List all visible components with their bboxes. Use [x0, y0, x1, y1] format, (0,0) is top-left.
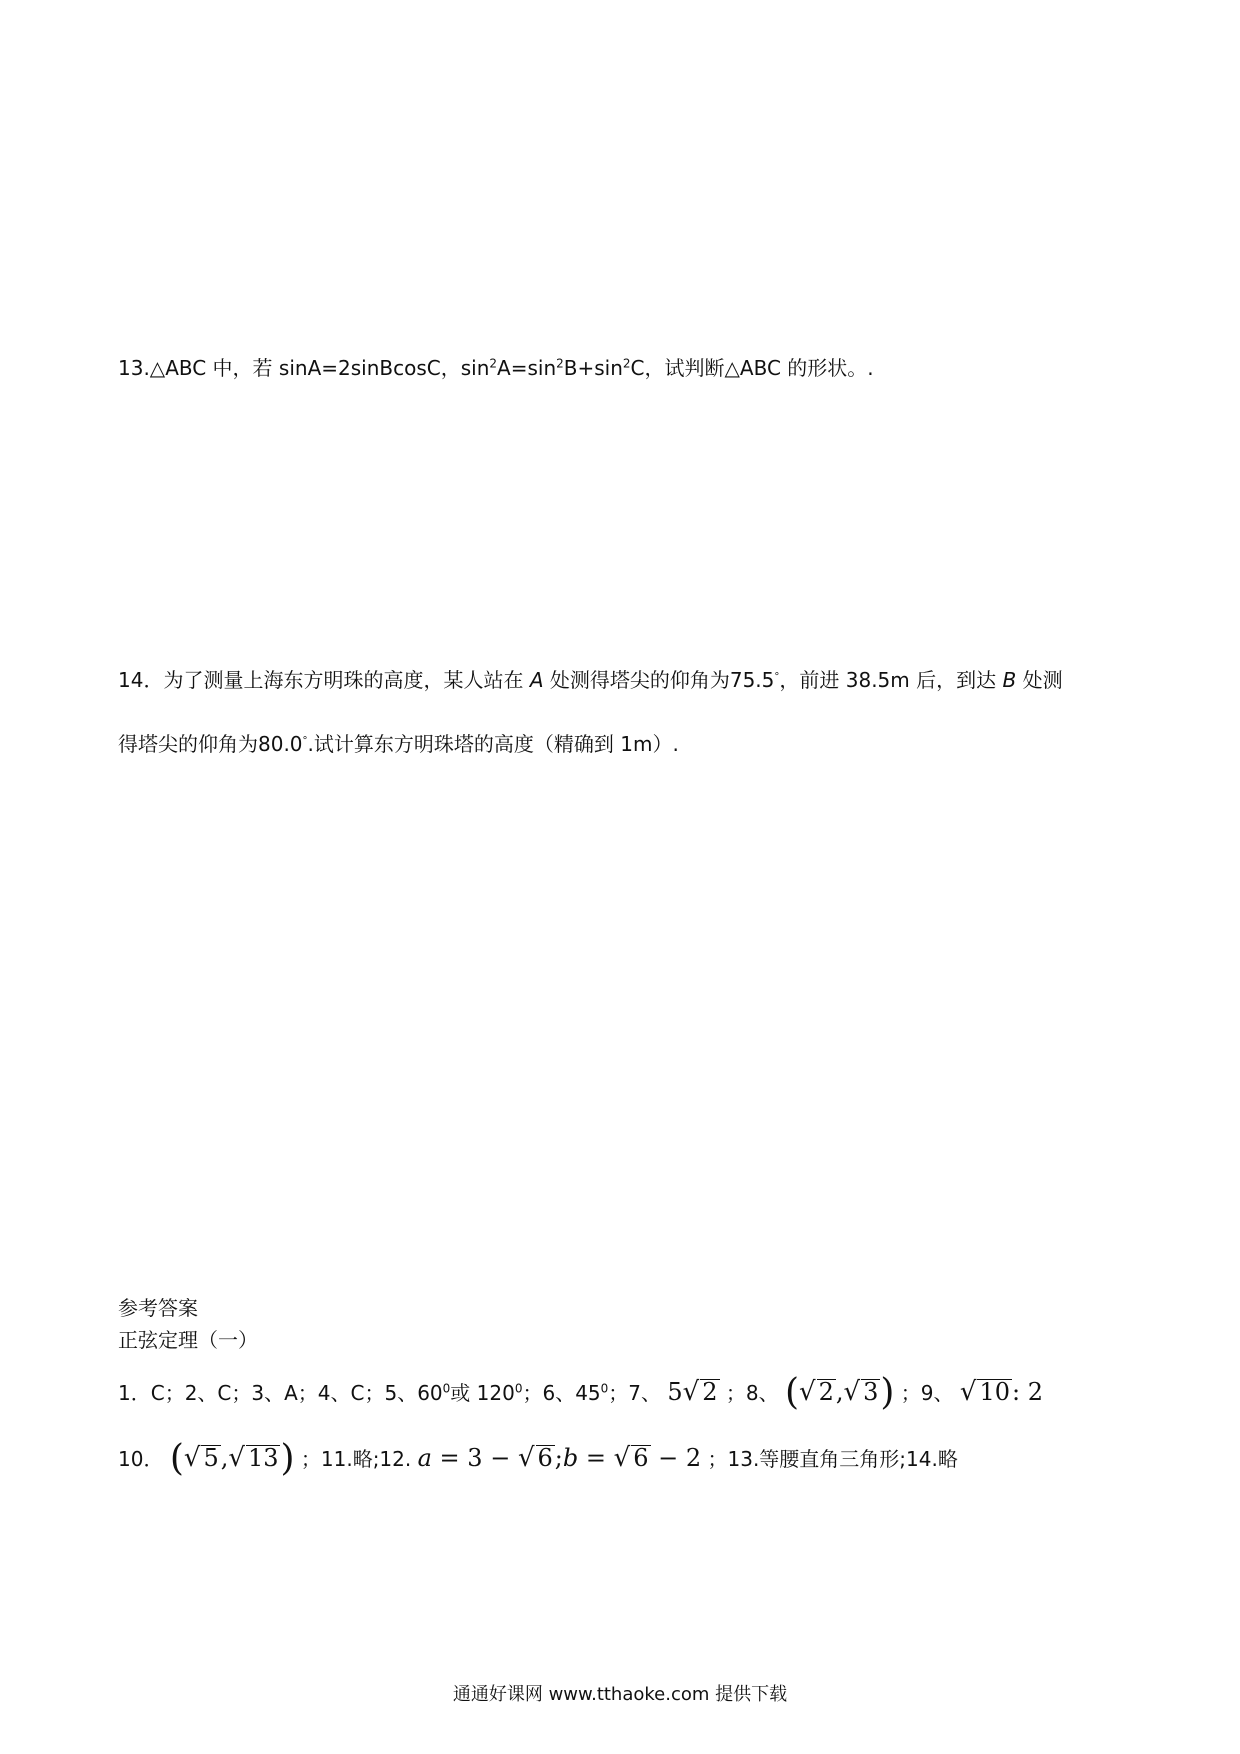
- question-14-line-2: 得塔尖的仰角为80.0°.试计算东方明珠塔的高度（精确到 1m）.: [118, 732, 679, 756]
- sqrt-icon: √: [517, 1443, 535, 1473]
- answer-12-expression: a = 3 − √ 6;b = √ 6 − 2: [417, 1443, 702, 1473]
- answer-9-ratio: √ 10: 2: [959, 1377, 1043, 1407]
- sqrt-icon: √: [228, 1443, 245, 1473]
- answers-heading: 参考答案: [118, 1296, 198, 1320]
- sqrt-icon: √: [959, 1377, 977, 1407]
- answers-row-1: 1．C；2、C；3、A；4、C；5、$60^0$或 $120^0$；6、$45^0$；7、 5√ 2 ；8、 (√ 2,√ 3) ；9、 √ 10: 2: [118, 1372, 1043, 1413]
- question-14-line-1: 14．为了测量上海东方明珠的高度，某人站在 A 处测得塔尖的仰角为75.5°，前进 38.5m 后，到达 B 处测: [118, 668, 1063, 692]
- answers-row-2: 10． (√ 5,√ 13) ；11.略;12. a = 3 − √ 6;b = √ 6 − 2 ；13.等腰直角三角形;14.略: [118, 1438, 958, 1479]
- sqrt-icon: √: [799, 1377, 816, 1407]
- answers-subheading: 正弦定理（一）: [118, 1328, 258, 1352]
- question-13: 13.△ABC 中，若 sinA=2sinBcosC，$\sin^2A=\sin^2B+\sin^2C$，试判断△ABC 的形状。.: [118, 356, 874, 380]
- answer-8-interval: (√ 2,√ 3): [784, 1372, 895, 1413]
- answer-10-interval: (√ 5,√ 13): [169, 1438, 295, 1479]
- answer-7-expression: 5√ 2: [667, 1377, 718, 1407]
- sqrt-icon: √: [613, 1443, 631, 1473]
- degree-mark: °: [774, 671, 780, 683]
- degree-mark: °: [302, 735, 308, 747]
- sqrt-icon: √: [843, 1377, 861, 1407]
- sqrt-icon: √: [183, 1443, 201, 1473]
- page-footer: 通通好课网 www.tthaoke.com 提供下载: [452, 1684, 788, 1705]
- sqrt-icon: √: [682, 1377, 700, 1407]
